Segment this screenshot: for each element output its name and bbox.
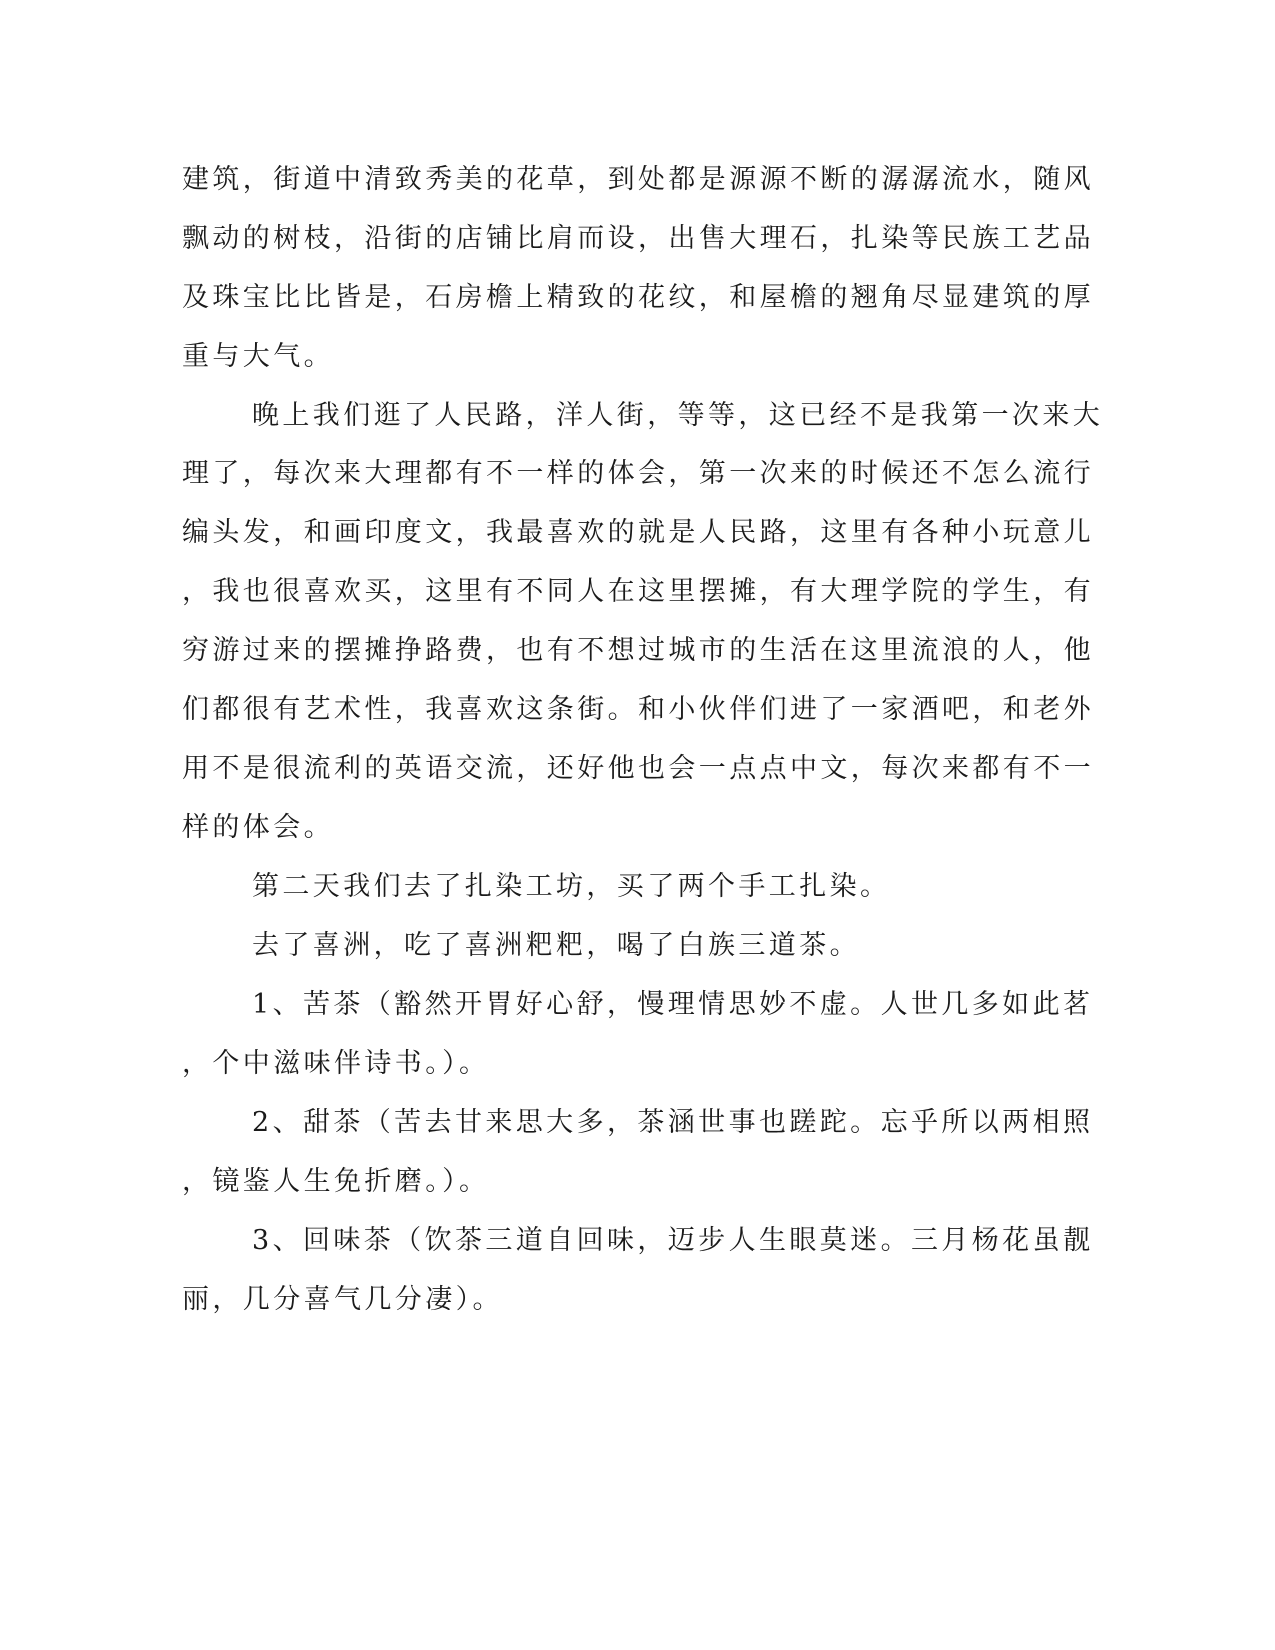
text-line: 丽，几分喜气几分凄）。 <box>182 1284 503 1315</box>
text-line: 重与大气。 <box>182 341 334 372</box>
text-line: 穷游过来的摆摊挣路费，也有不想过城市的生活在这里流浪的人，他 <box>182 635 1094 666</box>
list-item-3: 3、回味茶（饮茶三道自回味，迈步人生眼莫迷。三月杨花虽靓 <box>252 1225 1094 1256</box>
text-line: 编头发，和画印度文，我最喜欢的就是人民路，这里有各种小玩意儿 <box>182 517 1094 548</box>
text-line: 们都很有艺术性，我喜欢这条街。和小伙伴们进了一家酒吧，和老外 <box>182 694 1094 725</box>
paragraph-start: 去了喜洲，吃了喜洲粑粑，喝了白族三道茶。 <box>252 930 860 961</box>
text-line: 用不是很流利的英语交流，还好他也会一点点中文，每次来都有不一 <box>182 753 1094 784</box>
list-item-1: 1、苦茶（豁然开胃好心舒，慢理情思妙不虚。人世几多如此茗 <box>252 989 1094 1020</box>
paragraph-start: 晚上我们逛了人民路，洋人街，等等，这已经不是我第一次来大 <box>252 400 1104 431</box>
text-line: 及珠宝比比皆是，石房檐上精致的花纹，和屋檐的翘角尽显建筑的厚 <box>182 282 1094 313</box>
list-item-2: 2、甜茶（苦去甘来思大多，茶涵世事也蹉跎。忘乎所以两相照 <box>252 1107 1094 1138</box>
text-line: 样的体会。 <box>182 812 334 843</box>
text-line: ，个中滋味伴诗书。）。 <box>182 1048 490 1079</box>
text-line: ，我也很喜欢买，这里有不同人在这里摆摊，有大理学院的学生，有 <box>182 576 1094 607</box>
text-line: 理了，每次来大理都有不一样的体会，第一次来的时候还不怎么流行 <box>182 458 1094 489</box>
paragraph-start: 第二天我们去了扎染工坊，买了两个手工扎染。 <box>252 871 891 902</box>
text-line: ，镜鉴人生免折磨。）。 <box>182 1166 490 1197</box>
text-line: 飘动的树枝，沿街的店铺比肩而设，出售大理石，扎染等民族工艺品 <box>182 223 1094 254</box>
text-line: 建筑，街道中清致秀美的花草，到处都是源源不断的潺潺流水，随风 <box>182 164 1094 195</box>
